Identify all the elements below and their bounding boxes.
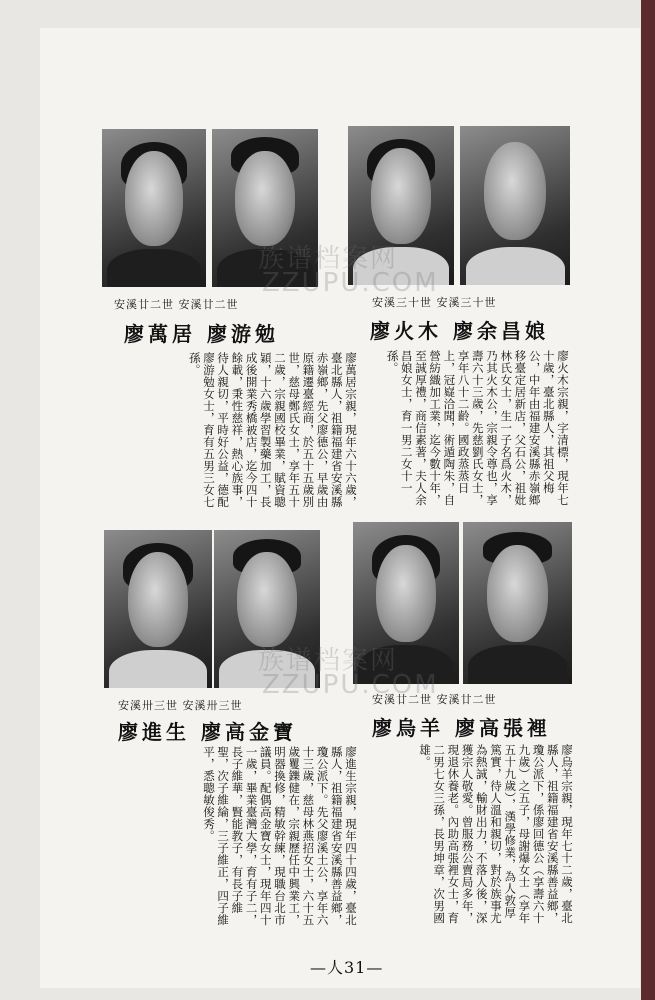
- page-number: —人31—: [310, 958, 384, 977]
- name-bottom-right: 廖烏羊 廖高張裡: [372, 716, 551, 740]
- portrait-liao-wu-yang: [463, 522, 572, 684]
- watermark-top: 族谱档案网: [258, 244, 399, 274]
- watermark-bottom-url: ZZUPU.COM: [262, 670, 439, 700]
- bio-top-right: 廖火木宗親，字清標，現年七十歲，臺北縣人，其祖父梅公，中年由福建安溪縣赤嶺鄉移臺定居新店，父石公，祖妣林氏女士，生一子名爲火木，乃其火木公，宗親令尊也，享壽六十三歲，先慈劉氏女士，享年八十二齡。國政蒸蒸日上，冠嶷洽聞，術遁陶朱，自營紡織加工業，迄今數十年，至誠厚禮，商信素著，夫人余昌娘女士，育一男二女十一孫。: [385, 350, 570, 506]
- book-edge: [641, 0, 655, 1000]
- name-top-right: 廖火木 廖余昌娘: [370, 319, 549, 343]
- bio-bottom-left: 廖進生宗親，現年四十四歲，臺北縣人，祖籍福建省安溪縣善益鄉，瓊公派下。先父廖溪土公，享年六十三歲，慈母林燕招女士，六十五歲矍鑠健在，宗親歷任中興業工，明器換修，精敏幹練，現職台北市議員。配偶高金寶女士，現年四十一歲，畢業臺灣大學，育有子二，長子維華，賢能教子，有長子維聖，次子維綸，三子維正，四子維平，悉聰敏俊秀。: [201, 746, 358, 926]
- name-bottom-left: 廖進生 廖高金寶: [118, 720, 297, 744]
- bio-top-left: 廖萬居宗親，現年六十六歲，臺北縣人，祖籍福建省安溪縣赤嶺鄉，先父廖德公，早歲由原籍遷臺經商，於五十五歲別世，慈母鄭氏女士，享年五十二歲，宗親國校畢業，賦資聰穎，十六歲學習製藥加工，長成後開業秀橋被店，迄今四十餘載，秉性慈祥，熱心族事，待人親切，平時好公益，德配廖游勉女士，育有五男三女七孫。: [187, 352, 358, 508]
- caption-bottom-right: 安溪廿二世 安溪廿二世: [372, 693, 497, 706]
- caption-bottom-left: 安溪卅三世 安溪卅三世: [118, 699, 243, 712]
- caption-top-left: 安溪廿二世 安溪廿二世: [114, 298, 239, 311]
- watermark-bottom: 族谱档案网: [258, 646, 399, 676]
- portrait-liao-gao-jin-bao: [104, 530, 212, 688]
- portrait-liao-huo-mu: [460, 126, 570, 285]
- watermark-top-url: ZZUPU.COM: [262, 268, 439, 298]
- name-top-left: 廖萬居 廖游勉: [124, 322, 279, 346]
- bio-bottom-right: 廖烏羊宗親，現年七十二歲，臺北縣人，祖籍福建省安溪縣善益鄉，瓊公派下，係廖回德公（享壽六十九歲）之五子，母謝爆女士（享年五十九歲），漢學修業，為人敦厚篤實，待人溫和親切，對於族事尤為熱誠，輸財出力，不落人後，深獲宗人敬愛。曾服務公賣局多年，現退休養老。內助高張裡女士，育二男七女三孫，長男坤章，次男國雄。: [417, 744, 574, 924]
- caption-top-right: 安溪三十世 安溪三十世: [372, 296, 497, 309]
- portrait-liao-you-mian: [102, 129, 206, 287]
